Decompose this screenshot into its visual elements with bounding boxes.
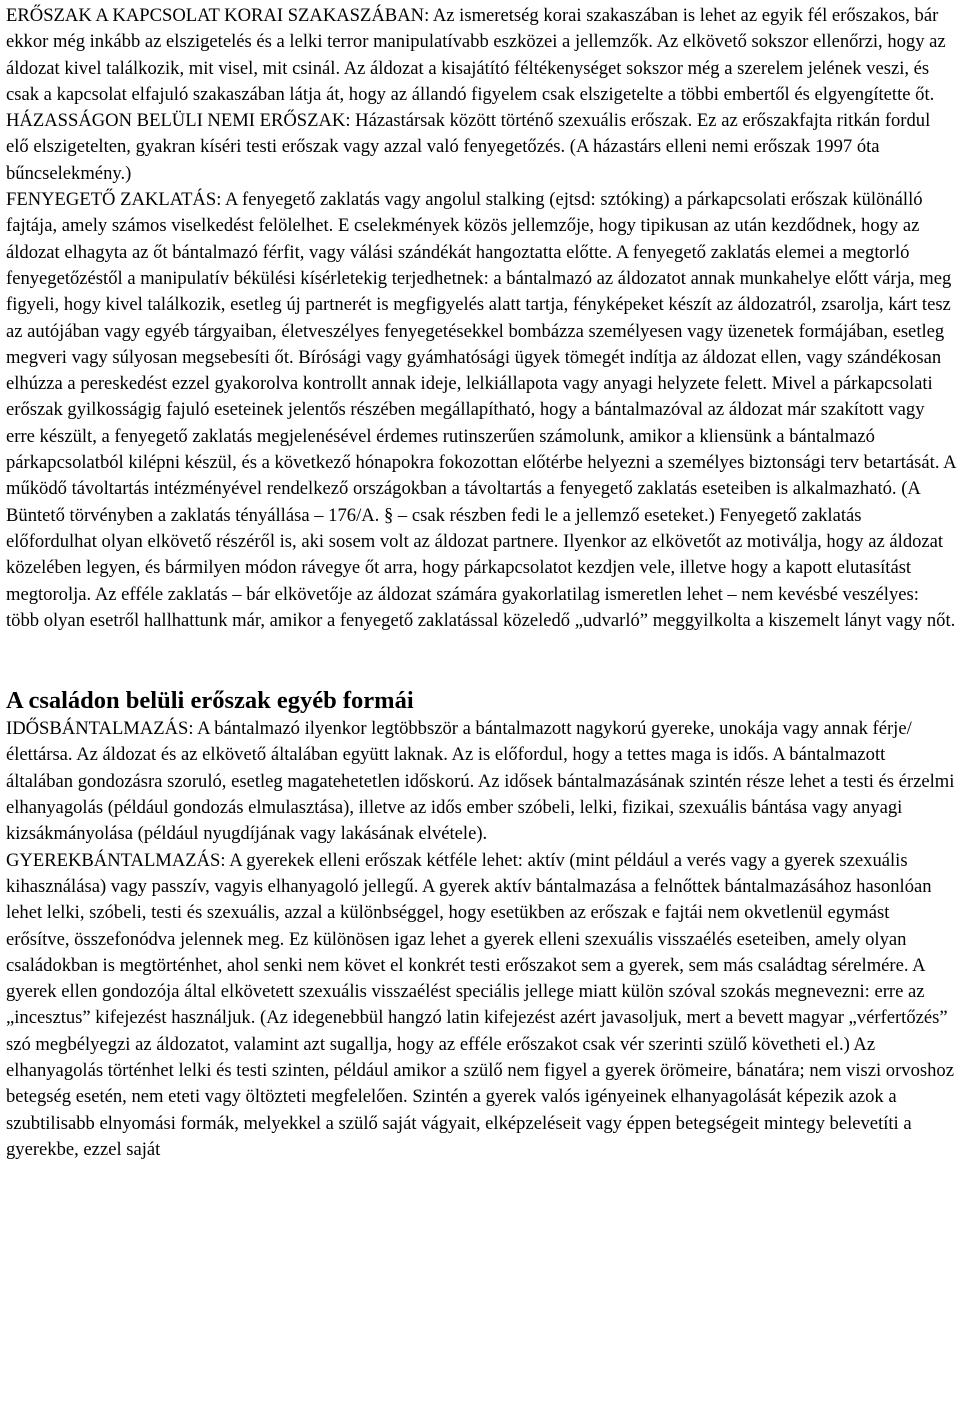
document-page [6, 3, 956, 1163]
paragraph-stalking: FENYEGETŐ ZAKLATÁS: A fenyegető zaklatás vagy angolul stalking (ejtsd: sztóking) a párkapcsolati erőszak különálló fajtája, amely számos viselkedést felölelhet. E cselekmények közös jellemzője, hogy tipikusan az után kezdődnek, hogy az áldozat elhagyta az őt bántalmazó férfit, vagy válási szándékát hangoztatta előtte. A fenyegető zaklatás elemei a megtorló fenyegetőzéstől a manipulatív békülési kísérletekig terjedhetnek: a bántalmazó az áldozatot annak munkahelye előtt várja, meg figyeli, hogy kivel találkozik, esetleg új partnerét is megfigyelés alatt tartja, fényképeket készít az áldozatról, zsarolja, kárt tesz az autójában vagy egyéb tárgyaiban, életveszélyes fenyegetésekkel bombázza személyesen vagy üzenetek formájában, esetleg megveri vagy súlyosan megsebesíti őt. Bírósági vagy gyámhatósági ügyek tömegét indítja az áldozat ellen, vagy szándékosan elhúzza a pereskedést ezzel gyakorolva kontrollt annak ideje, lelkiállapota vagy anyagi helyzete felett. Mivel a párkapcsolati erőszak gyilkosságig fajuló eseteinek jelentős részében megállapítható, hogy a bántalmazóval az áldozat már szakított vagy erre készült, a fenyegető zaklatás megjelenésével érdemes rutinszerűen számolunk, amikor a kliensünk a bántalmazó párkapcsolatból kilépni készül, és a következő hónapokra fokozottan előtérbe helyezni a személyes biztonsági terv betartását. A működő távoltartás intézményével rendelkező országokban a távoltartás a fenyegető zaklatás eseteiben is alkalmazható. (A Büntető törvényben a zaklatás tényállása – 176/A. § – csak részben fedi le a jellemző eseteket.) Fenyegető zaklatás előfordulhat olyan elkövető részéről is, aki sosem volt az áldozat partnere. Ilyenkor az elkövetőt az motiválja, hogy az áldozat közelében legyen, és bármilyen módon rávegye őt arra, hogy párkapcsolatot kezdjen vele, illetve hogy a kapott elutasítást megtorolja. Az efféle zaklatás – bár elkövetője az áldozat számára gyakorlatilag ismeretlen lehet – nem kevésbé veszélyes: több olyan esetről hallhattunk már, amikor a fenyegető zaklatással közeledő „udvarló” meggyilkolta a kiszemelt lányt vagy nőt. [6, 189, 956, 631]
paragraph-marital-rape: HÁZASSÁGON BELÜLI NEMI ERŐSZAK: Házastársak között történő szexuális erőszak. Ez az erőszakfajta ritkán fordul elő elszigetelten, gyakran kíséri testi erőszak vagy azzal való fenyegetőzés. (A házastárs elleni nemi erőszak 1997 óta bűncselekmény.) [6, 110, 931, 184]
paragraph-elder-abuse: IDŐSBÁNTALMAZÁS: A bántalmazó ilyenkor legtöbbször a bántalmazott nagykorú gyereke, unokája vagy annak férje/élettársa. Az áldozat és az elkövető általában együtt laknak. Az is előfordul, hogy a tettes maga is idős. A bántalmazott általában gondozásra szoruló, esetleg magatehetetlen időskorú. Az idősek bántalmazásának szintén része lehet a testi és érzelmi elhanyagolás (például gondozás elmulasztása), illetve az idős ember szóbeli, lelki, fizikai, szexuális bántása vagy anyagi kizsákmányolása (például nyugdíjának vagy lakásának elvétele). [6, 718, 955, 845]
section-heading: A családon belüli erőszak egyéb formái [6, 687, 414, 715]
paragraph-child-abuse: GYEREKBÁNTALMAZÁS: A gyerekek elleni erőszak kétféle lehet: aktív (mint például a verés vagy a gyerek szexuális kihasználása) vagy passzív, vagyis elhanyagoló jellegű. A gyerek aktív bántalmazása a felnőttek bántalmazásához hasonlóan lehet lelki, szóbeli, testi és szexuális, azzal a különbséggel, hogy esetükben az erőszak e fajtái nem okvetlenül egymást erősítve, összefonódva jelennek meg. Ez különösen igaz lehet a gyerek elleni szexuális visszaélés eseteiben, amely olyan családokban is megtörténhet, ahol senki nem követ el konkrét testi erőszakot sem a gyerek, sem más családtag sérelmére. A gyerek ellen gondozója által elkövetett szexuális visszaélést speciális jellege miatt külön szóval szokás megnevezni: erre az „incesztus” kifejezést használjuk. (Az idegenebbül hangzó latin kifejezést azért javasoljuk, mert a bevett magyar „vérfertőzés” szó megbélyegzi az áldozatot, valamint azt sugallja, hogy az efféle erőszakot csak vér szerinti szülő követheti el.) Az elhanyagolás történhet lelki és testi szinten, például amikor a szülő nem figyel a gyerek örömeire, bánatára; nem viszi orvoshoz betegség esetén, nem eteti vagy öltözteti megfelelően. Szintén a gyerek valós igényeinek elhanyagolását képezik azok a szubtilisabb elnyomási formák, melyekkel a szülő saját vágyait, elképzeléseit vagy éppen betegségeit mintegy belevetíti a gyerekbe, ezzel saját [6, 849, 954, 1160]
paragraph-early-stage-violence: ERŐSZAK A KAPCSOLAT KORAI SZAKASZÁBAN: Az ismeretség korai szakaszában is lehet az egyik fél erőszakos, bár ekkor még inkább az elszigetelés és a lelki terror manipulatívabb eszközei a jellemzők. Az elkövető sokszor ellenőrzi, hogy az áldozat kivel találkozik, mit visel, mit csinál. Az áldozat a kisajátító féltékenységet sokszor még a szerelem jelének veszi, és csak a kapcsolat elfajuló szakaszában látja át, hogy az állandó figyelem csak elszigetelte a többi embertől és elgyengítette őt. [6, 5, 946, 105]
